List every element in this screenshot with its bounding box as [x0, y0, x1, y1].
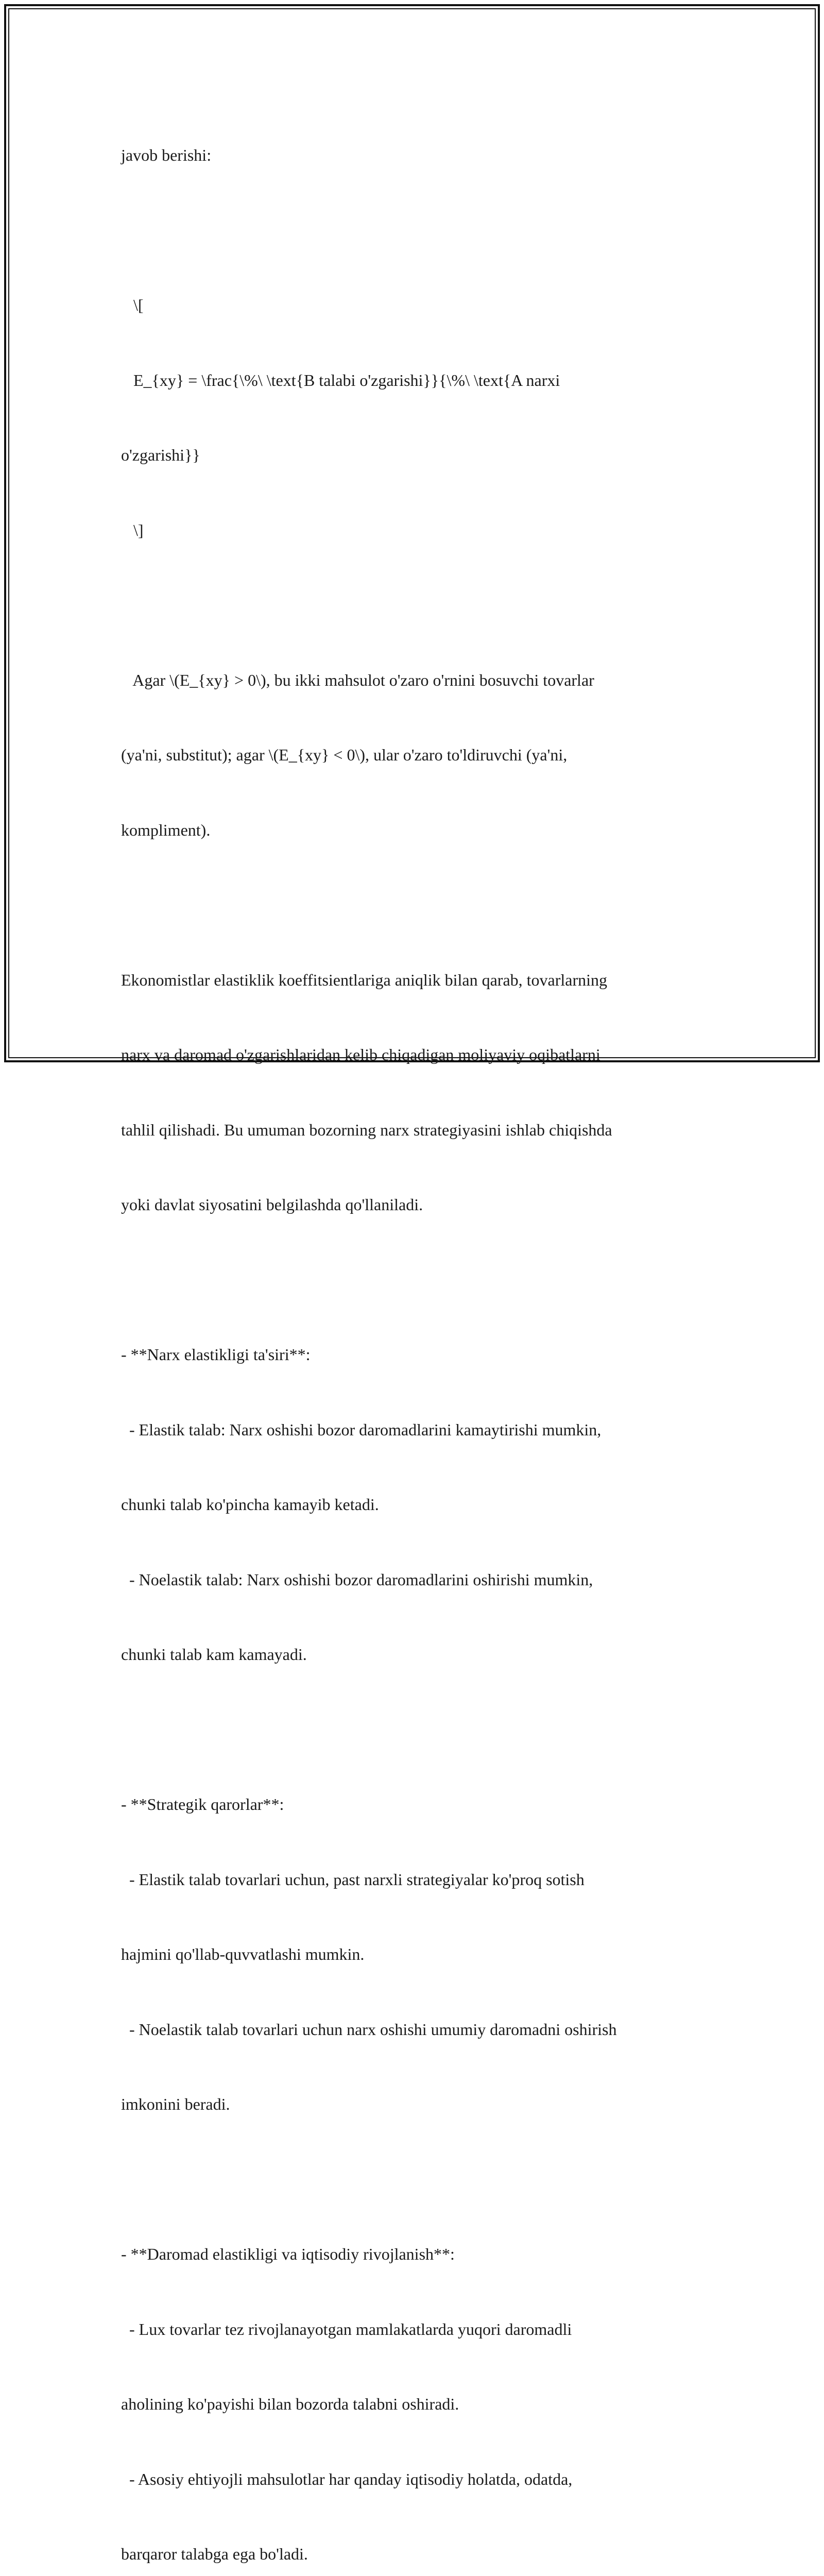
text-line: E_{xy} = \frac{\%\ \text{B talabi o'zgarishi}}{\%\ \text{A narxi: [121, 370, 560, 389]
text-line: - **Strategik qarorlar**:: [121, 1795, 284, 1814]
blank-line: [121, 1717, 703, 1742]
document-body: [121, 93, 703, 2576]
text-line: chunki talab kam kamayadi.: [121, 1645, 307, 1664]
text-line: barqaror talabga ega bo'ladi.: [121, 2545, 308, 2563]
text-line: narx va daromad o'zgarishlaridan kelib chiqadigan moliyaviy oqibatlarni: [121, 1045, 600, 1064]
text-line: \]: [121, 520, 144, 539]
text-line: - **Daromad elastikligi va iqtisodiy rivojlanish**:: [121, 2245, 455, 2263]
text-line: imkonini beradi.: [121, 2095, 230, 2113]
text-line: - Lux tovarlar tez rivojlanayotgan mamlakatlarda yuqori daromadli: [121, 2319, 572, 2338]
text-line: - Elastik talab: Narx oshishi bozor daromadlarini kamaytirishi mumkin,: [121, 1420, 602, 1439]
text-line: (ya'ni, substitut); agar \(E_{xy} < 0\), ular o'zaro to'ldiruvchi (ya'ni,: [121, 745, 568, 764]
blank-line: [121, 892, 703, 918]
text-line: o'zgarishi}}: [121, 446, 200, 464]
blank-line: [121, 592, 703, 618]
text-line: chunki talab ko'pincha kamayib ketadi.: [121, 1495, 379, 1514]
text-line: Ekonomistlar elastiklik koeffitsientlariga aniqlik bilan qarab, tovarlarning: [121, 970, 608, 989]
blank-line: [121, 2167, 703, 2192]
text-line: - Elastik talab tovarlari uchun, past narxli strategiyalar ko'proq sotish: [121, 1870, 585, 1889]
text-line: javob berishi:: [121, 146, 212, 164]
text-line: yoki davlat siyosatini belgilashda qo'llaniladi.: [121, 1195, 423, 1214]
blank-line: [121, 218, 703, 243]
text-line: \[: [121, 296, 144, 314]
blank-line: [121, 1267, 703, 1293]
text-line: tahlil qilishadi. Bu umuman bozorning narx strategiyasini ishlab chiqishda: [121, 1120, 612, 1139]
text-line: hajmini qo'llab-quvvatlashi mumkin.: [121, 1945, 365, 1963]
text-line: Agar \(E_{xy} > 0\), bu ikki mahsulot o'zaro o'rnini bosuvchi tovarlar: [121, 670, 594, 689]
text-line: - Noelastik talab: Narx oshishi bozor daromadlarini oshirishi mumkin,: [121, 1570, 593, 1589]
text-line: - Noelastik talab tovarlari uchun narx oshishi umumiy daromadni oshirish: [121, 2020, 617, 2039]
text-line: - Asosiy ehtiyojli mahsulotlar har qanday iqtisodiy holatda, odatda,: [121, 2469, 573, 2488]
text-line: kompliment).: [121, 820, 211, 839]
text-line: - **Narx elastikligi ta'siri**:: [121, 1345, 311, 1364]
text-line: aholining ko'payishi bilan bozorda talabni oshiradi.: [121, 2395, 459, 2413]
